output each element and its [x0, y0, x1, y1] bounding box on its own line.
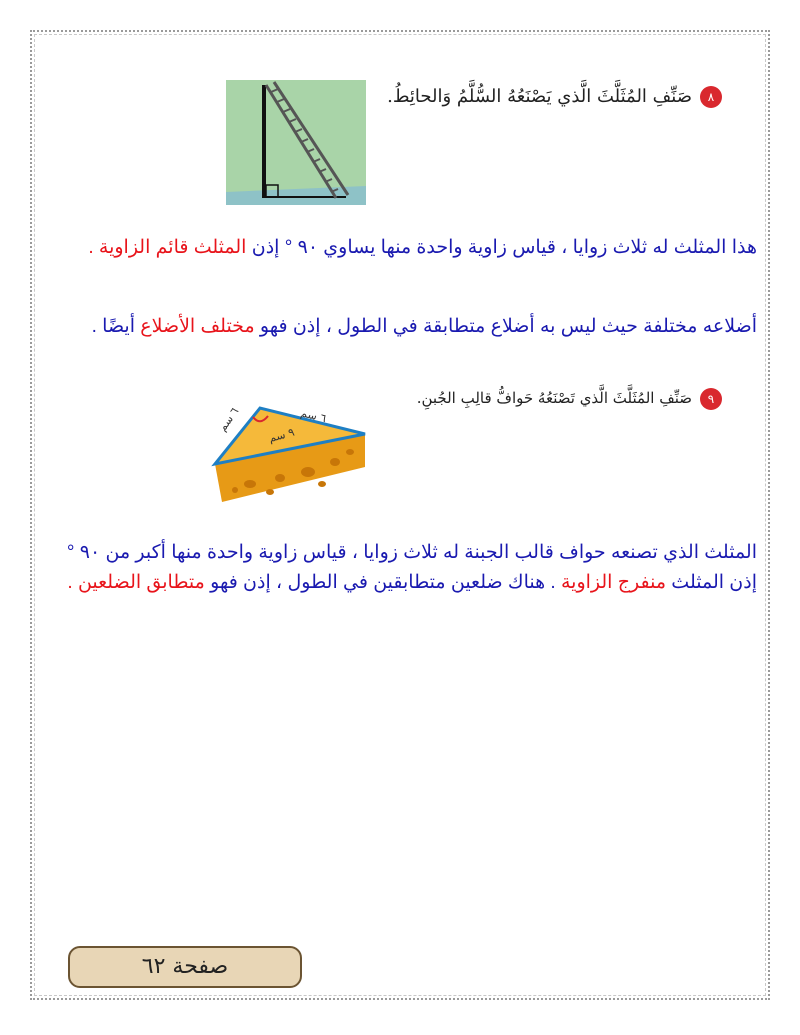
cheese-label-bottom: ٩ سم [267, 425, 296, 445]
question-9-number: ٩ [700, 388, 722, 410]
answer-9-paragraph [62, 538, 757, 598]
answer-8-text-2: أضلاعه مختلفة حيث ليس به أضلاع متطابقة في الطول ، إذن فهو [259, 316, 757, 337]
answer-8-classification-2: مختلف الأضلاع [140, 316, 255, 337]
answer-9-text-1: المثلث الذي تصنعه حواف قالب الجبنة له ثلاث زوايا ، قياس زاوية واحدة منها أكبر من ٩٠ ° إذن المثلث [66, 542, 757, 593]
question-8-text: صَنِّفِ المُثَلَّثَ الَّذي يَصْنَعُهُ السُّلَّمُ وَالحائِطُ. [387, 86, 692, 107]
answer-9-end: . [67, 572, 78, 593]
answer-8-paragraph-1 [62, 233, 757, 263]
cheese-image [210, 392, 370, 510]
ladder-wall-image [226, 80, 366, 205]
page-number-badge [68, 946, 302, 988]
answer-9-classification-1: منفرج الزاوية [560, 572, 666, 593]
cheese-label-left: ٦ سم [215, 404, 242, 434]
answer-8-text-3: أيضًا . [91, 316, 135, 337]
answer-8-paragraph-2 [62, 312, 757, 342]
page-number-label: صفحة ٦٢ [141, 954, 229, 979]
question-9 [330, 388, 722, 410]
question-9-text: صَنِّفِ المُثَلَّثَ الَّذي تَصْنَعُهُ حَوافُّ قالِبِ الجُبنِ. [416, 389, 692, 407]
answer-9-classification-2: متطابق الضلعين [77, 572, 205, 593]
answer-8-end-1: . [88, 237, 99, 258]
answer-9-text-2: . هناك ضلعين متطابقين في الطول ، إذن فهو [210, 572, 556, 593]
answer-8-text-1: هذا المثلث له ثلاث زوايا ، قياس زاوية واحدة منها يساوي ٩٠ ° إذن [251, 237, 757, 258]
cheese-label-top: ٦ سم [299, 406, 328, 426]
wall-line [262, 85, 266, 197]
question-8-number: ٨ [700, 86, 722, 108]
answer-8-classification-1: المثلث قائم الزاوية [98, 237, 247, 258]
page-border-inner [34, 34, 766, 996]
